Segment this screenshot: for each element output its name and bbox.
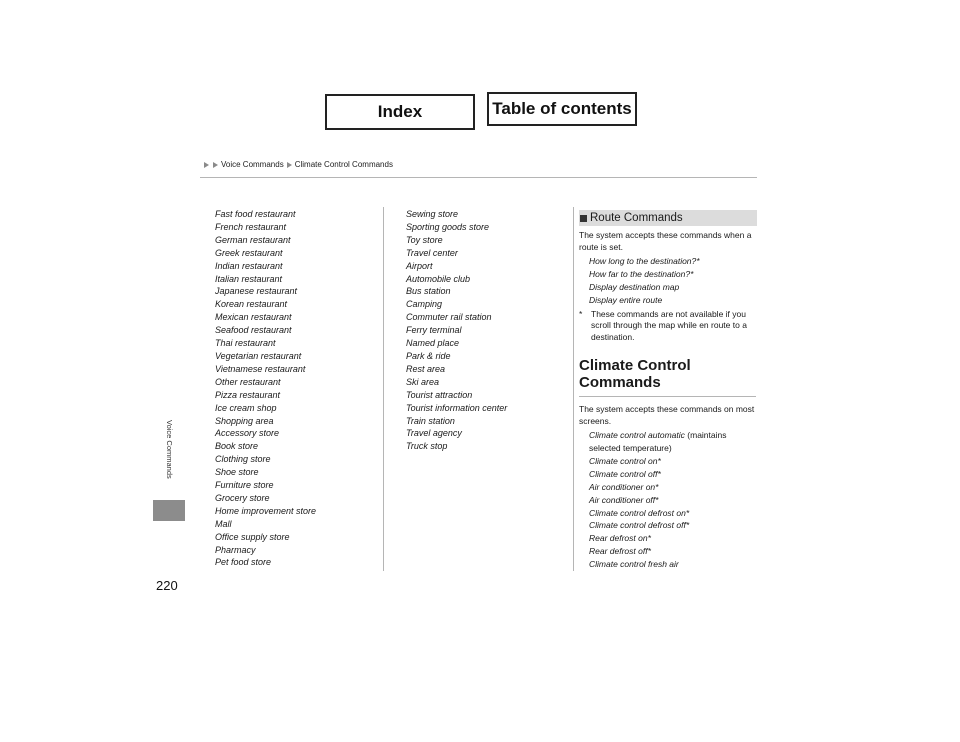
list-item	[579, 558, 759, 571]
list-item: Accessory store	[215, 428, 280, 439]
page-number: 220	[156, 578, 178, 593]
list-item: Seafood restaurant	[215, 325, 292, 336]
list-item: Greek restaurant	[215, 247, 283, 258]
climate-command-list	[579, 429, 759, 571]
breadcrumb-arrow-icon	[287, 162, 292, 168]
list-item: Toy store	[406, 234, 443, 245]
climate-section-title: Climate Control Commands	[579, 357, 691, 392]
list-item: Travel agency	[406, 428, 462, 439]
breadcrumb	[203, 160, 393, 169]
command-text: Air conditioner off*	[589, 494, 659, 505]
footnote-text: These commands are not available if you scroll through the map while en route to a destination.	[591, 308, 747, 342]
table-of-contents-button[interactable]: Table of contents	[487, 92, 637, 126]
command-text: Climate control off*	[589, 468, 661, 479]
index-button[interactable]: Index	[325, 94, 475, 130]
list-item: Ski area	[406, 376, 440, 387]
right-column	[579, 210, 759, 571]
side-section-label: Voice Commands	[165, 420, 174, 479]
breadcrumb-voice-commands[interactable]: Voice Commands	[221, 160, 284, 169]
list-item: Park & ride	[406, 350, 451, 361]
list-item	[579, 545, 759, 558]
command-note: (maintains selected temperature)	[589, 430, 727, 454]
list-item: German restaurant	[215, 234, 291, 245]
climate-title-divider	[579, 396, 756, 397]
route-heading-text: Route Commands	[590, 212, 683, 224]
route-command-list	[579, 255, 759, 307]
list-item: Named place	[406, 338, 460, 349]
list-item: French restaurant	[215, 221, 287, 232]
list-item: Pharmacy	[215, 544, 256, 555]
list-item: Sewing store	[406, 209, 459, 219]
list-item: Grocery store	[215, 492, 270, 503]
list-item: Indian restaurant	[215, 260, 283, 271]
list-item: Office supply store	[215, 531, 290, 542]
command-text: Climate control defrost on*	[589, 507, 690, 518]
list-item: Other restaurant	[215, 376, 281, 387]
list-item: How long to the destination?*	[589, 256, 700, 266]
list-item: Rest area	[406, 363, 446, 374]
list-item: Ferry terminal	[406, 325, 462, 336]
list-item: Travel center	[406, 247, 458, 258]
list-item: Shopping area	[215, 415, 274, 426]
list-item: Furniture store	[215, 480, 274, 491]
list-item: Shoe store	[215, 467, 259, 478]
command-text: Climate control defrost off*	[589, 520, 690, 531]
command-text: Climate control on*	[589, 455, 661, 466]
list-item	[579, 481, 759, 494]
climate-intro: The system accepts these commands on most screens.	[579, 404, 755, 426]
breadcrumb-climate-control: Climate Control Commands	[294, 160, 393, 169]
command-text: Air conditioner on*	[589, 481, 659, 492]
list-item: Korean restaurant	[215, 299, 288, 310]
list-item: Commuter rail station	[406, 312, 492, 323]
list-item	[579, 455, 759, 468]
list-item: Vietnamese restaurant	[215, 363, 306, 374]
header-divider	[200, 177, 757, 178]
list-item: Japanese restaurant	[215, 286, 298, 297]
list-item: Mexican restaurant	[215, 312, 292, 323]
list-item	[579, 468, 759, 481]
route-footnote	[579, 309, 759, 344]
list-item: Clothing store	[215, 454, 271, 465]
side-section-tab	[153, 500, 185, 521]
list-item: Home improvement store	[215, 505, 317, 516]
list-item: Train station	[406, 415, 455, 426]
list-item: Airport	[406, 260, 433, 271]
list-item: Bus station	[406, 286, 451, 297]
footnote-mark: *	[579, 308, 583, 319]
list-item: Camping	[406, 299, 443, 310]
list-item: Fast food restaurant	[215, 209, 296, 219]
column-divider	[573, 207, 574, 571]
command-text: Climate control automatic	[589, 430, 685, 441]
list-item	[579, 532, 759, 545]
list-item: Pet food store	[215, 557, 272, 568]
command-list-column-2	[406, 208, 507, 453]
column-divider	[383, 207, 384, 571]
list-item: Ice cream shop	[215, 402, 277, 413]
list-item: Display destination map	[589, 281, 680, 292]
list-item: Automobile club	[406, 273, 471, 284]
list-item: Thai restaurant	[215, 338, 276, 349]
route-intro: The system accepts these commands when a route is set.	[579, 230, 752, 252]
breadcrumb-arrow-icon	[204, 162, 209, 168]
list-item	[579, 507, 759, 520]
list-item: Sporting goods store	[406, 221, 490, 232]
list-item: Mall	[215, 518, 232, 529]
command-text: Rear defrost on*	[589, 533, 651, 544]
command-list-column-1	[215, 208, 316, 569]
list-item: Vegetarian restaurant	[215, 350, 302, 361]
list-item	[579, 494, 759, 507]
list-item: Tourist attraction	[406, 389, 473, 400]
route-commands-heading	[579, 210, 757, 226]
list-item: Book store	[215, 441, 259, 452]
list-item: Display entire route	[589, 294, 663, 305]
list-item	[579, 519, 759, 532]
square-bullet-icon	[580, 215, 587, 222]
command-text: Climate control fresh air	[589, 559, 679, 570]
list-item	[579, 429, 759, 455]
command-text: Rear defrost off*	[589, 546, 651, 557]
list-item: How far to the destination?*	[589, 268, 694, 279]
list-item: Italian restaurant	[215, 273, 283, 284]
breadcrumb-arrow-icon	[213, 162, 218, 168]
list-item: Truck stop	[406, 441, 448, 452]
list-item: Tourist information center	[406, 402, 508, 413]
list-item: Pizza restaurant	[215, 389, 281, 400]
